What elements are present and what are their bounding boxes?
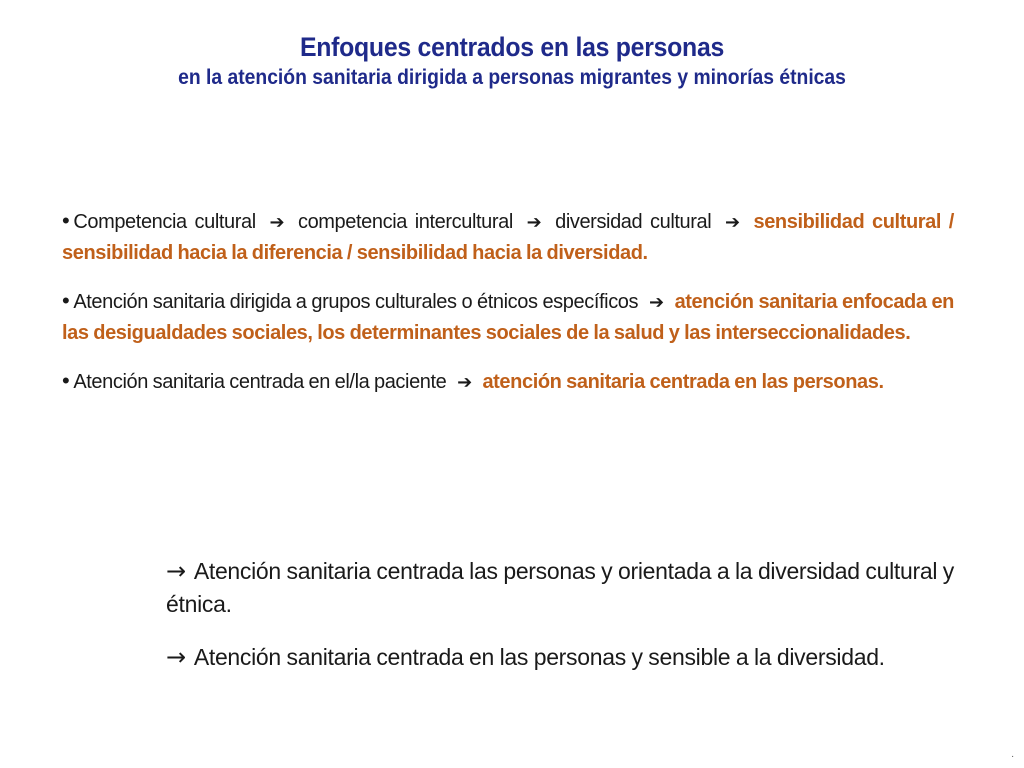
bullet-1-part-2: competencia intercultural [297,211,513,233]
bullet-3-accent: atención sanitaria centrada en las personas. [482,371,884,393]
bullet-list [62,205,954,414]
bullet-1-part-1: Competencia cultural [73,211,256,233]
bullet-item-2 [62,285,954,349]
slide-subtitle: en la atención sanitaria dirigida a personas migrantes y minorías étnicas [178,66,846,89]
slide-title: Enfoques centrados en las personas [299,32,725,62]
conclusion-list [166,555,954,694]
bullet-1-part-3: diversidad cultural [555,211,712,233]
conclusion-item-2 [166,641,954,674]
title-block [0,30,1024,92]
bullet-3-part-1: Atención sanitaria centrada en el/la paciente [73,371,447,393]
bullet-1-accent: sensibilidad cultural / sensibilidad hacia la diferencia / sensibilidad hacia la diversidad. [62,211,954,264]
bullet-item-1 [62,205,954,269]
bullet-2-accent: atención sanitaria enfocada en las desigualdades sociales, los determinantes sociales de la salud y las interseccionalidades. [62,291,954,344]
bullet-dot-icon: • [62,208,70,233]
right-arrow-icon: ➔ [457,372,472,393]
bullet-item-3 [62,365,954,398]
long-arrow-icon: → [166,557,186,585]
corner-mark: . [1011,749,1014,760]
right-arrow-icon: ➔ [269,212,285,233]
conclusion-2-text: Atención sanitaria centrada en las personas y sensible a la diversidad. [193,644,885,670]
conclusion-item-1 [166,555,954,621]
long-arrow-icon: → [166,643,186,671]
right-arrow-icon: ➔ [649,292,664,313]
bullet-dot-icon: • [62,368,70,393]
conclusion-1-text: Atención sanitaria centrada las personas y orientada a la diversidad cultural y étnica. [166,558,954,617]
bullet-2-part-1: Atención sanitaria dirigida a grupos culturales o étnicos específicos [73,291,639,313]
right-arrow-icon: ➔ [526,212,542,233]
bullet-dot-icon: • [62,288,70,313]
right-arrow-icon: ➔ [725,212,740,233]
